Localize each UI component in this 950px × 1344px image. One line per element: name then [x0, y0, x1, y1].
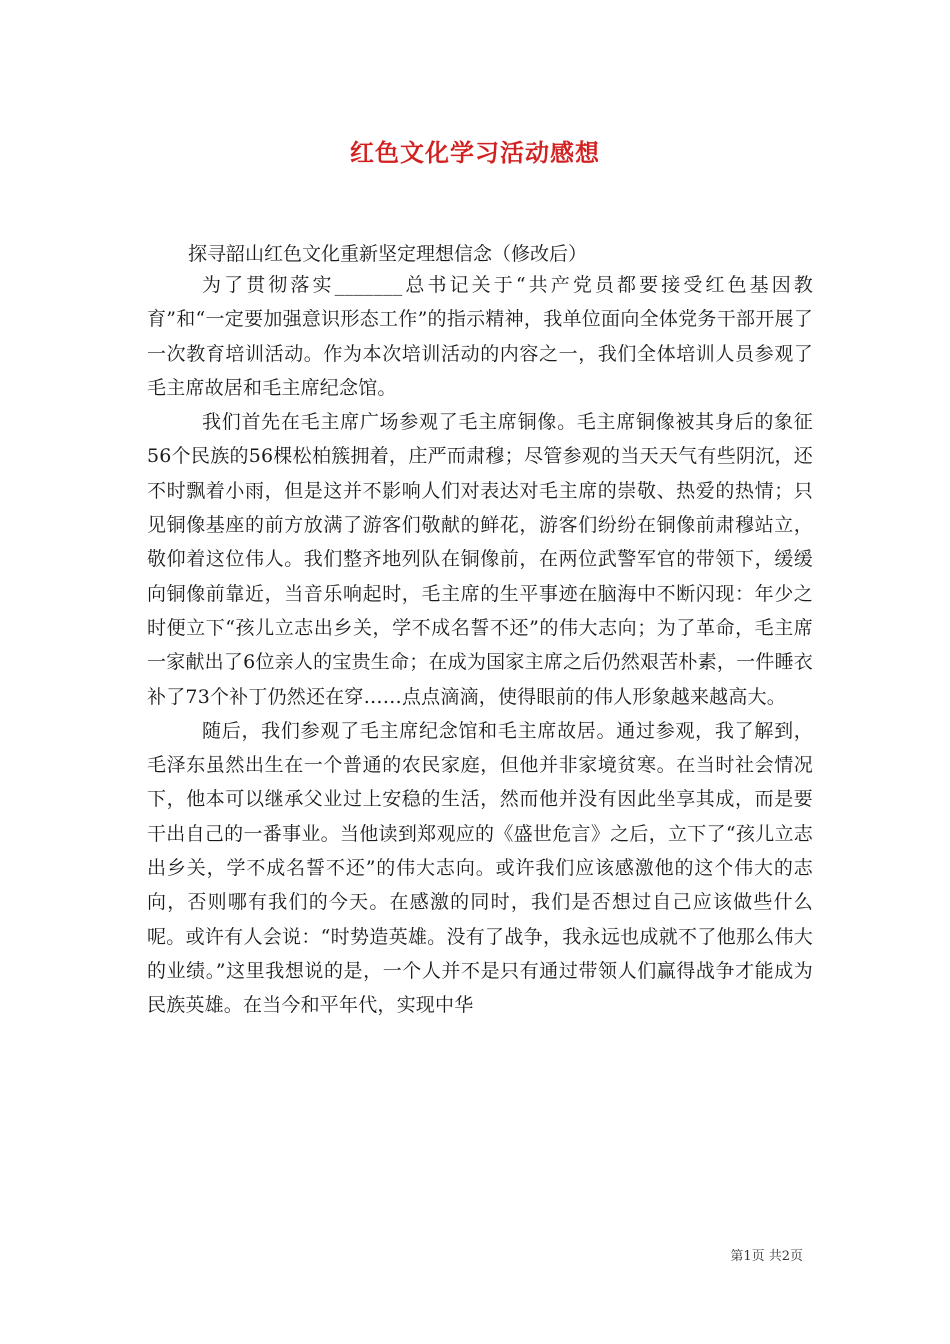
page-title: 红色文化学习活动感想 — [350, 138, 600, 167]
document-body — [147, 268, 813, 1023]
paragraph-memorial-visit: 随后，我们参观了毛主席纪念馆和毛主席故居。通过参观，我了解到，毛泽东虽然出生在一个普通的农民家庭，但他并非家境贫寒。在当时社会情况下，他本可以继承父业过上安稳的生活，然而他并没有因此坐享其成，而是要干出自己的一番事业。当他读到郑观应的《盛世危言》之后，立下了“孩儿立志出乡关，学不成名誓不还”的伟大志向。或许我们应该感激他的这个伟大的志向，否则哪有我们的今天。在感激的同时，我们是否想过自己应该做些什么呢。或许有人会说：“时势造英雄。没有了战争，我永远也成就不了他那么伟大的业绩。”这里我想说的是，一个人并不是只有通过带领人们赢得战争才能成为民族英雄。在当今和平年代，实现中华 — [147, 719, 813, 1017]
paragraph-intro: 为了贯彻落实_______总书记关于“共产党员都要接受红色基因教育”和“一定要加强意识形态工作”的指示精神，我单位面向全体党务干部开展了一次教育培训活动。作为本次培训活动的内容之一，我们全体培训人员参观了毛主席故居和毛主席纪念馆。 — [147, 274, 813, 399]
document-subtitle: 探寻韶山红色文化重新坚定理想信念（修改后） — [188, 243, 588, 265]
page-number-footer: 第1页 共2页 — [730, 1249, 803, 1264]
paragraph-statue-visit: 我们首先在毛主席广场参观了毛主席铜像。毛主席铜像被其身后的象征56个民族的56棵松柏簇拥着，庄严而肃穆；尽管参观的当天天气有些阴沉，还不时飘着小雨，但是这并不影响人们对表达对毛主席的崇敬、热爱的热情；只见铜像基座的前方放满了游客们敬献的鲜花，游客们纷纷在铜像前肃穆站立，敬仰着这位伟人。我们整齐地列队在铜像前，在两位武警军官的带领下，缓缓向铜像前靠近，当音乐响起时，毛主席的生平事迹在脑海中不断闪现：年少之时便立下“孩儿立志出乡关，学不成名誓不还”的伟大志向；为了革命，毛主席一家献出了6位亲人的宝贵生命；在成为国家主席之后仍然艰苦朴素，一件睡衣补了73个补丁仍然还在穿……点点滴滴，使得眼前的伟人形象越来越高大。 — [147, 411, 813, 708]
